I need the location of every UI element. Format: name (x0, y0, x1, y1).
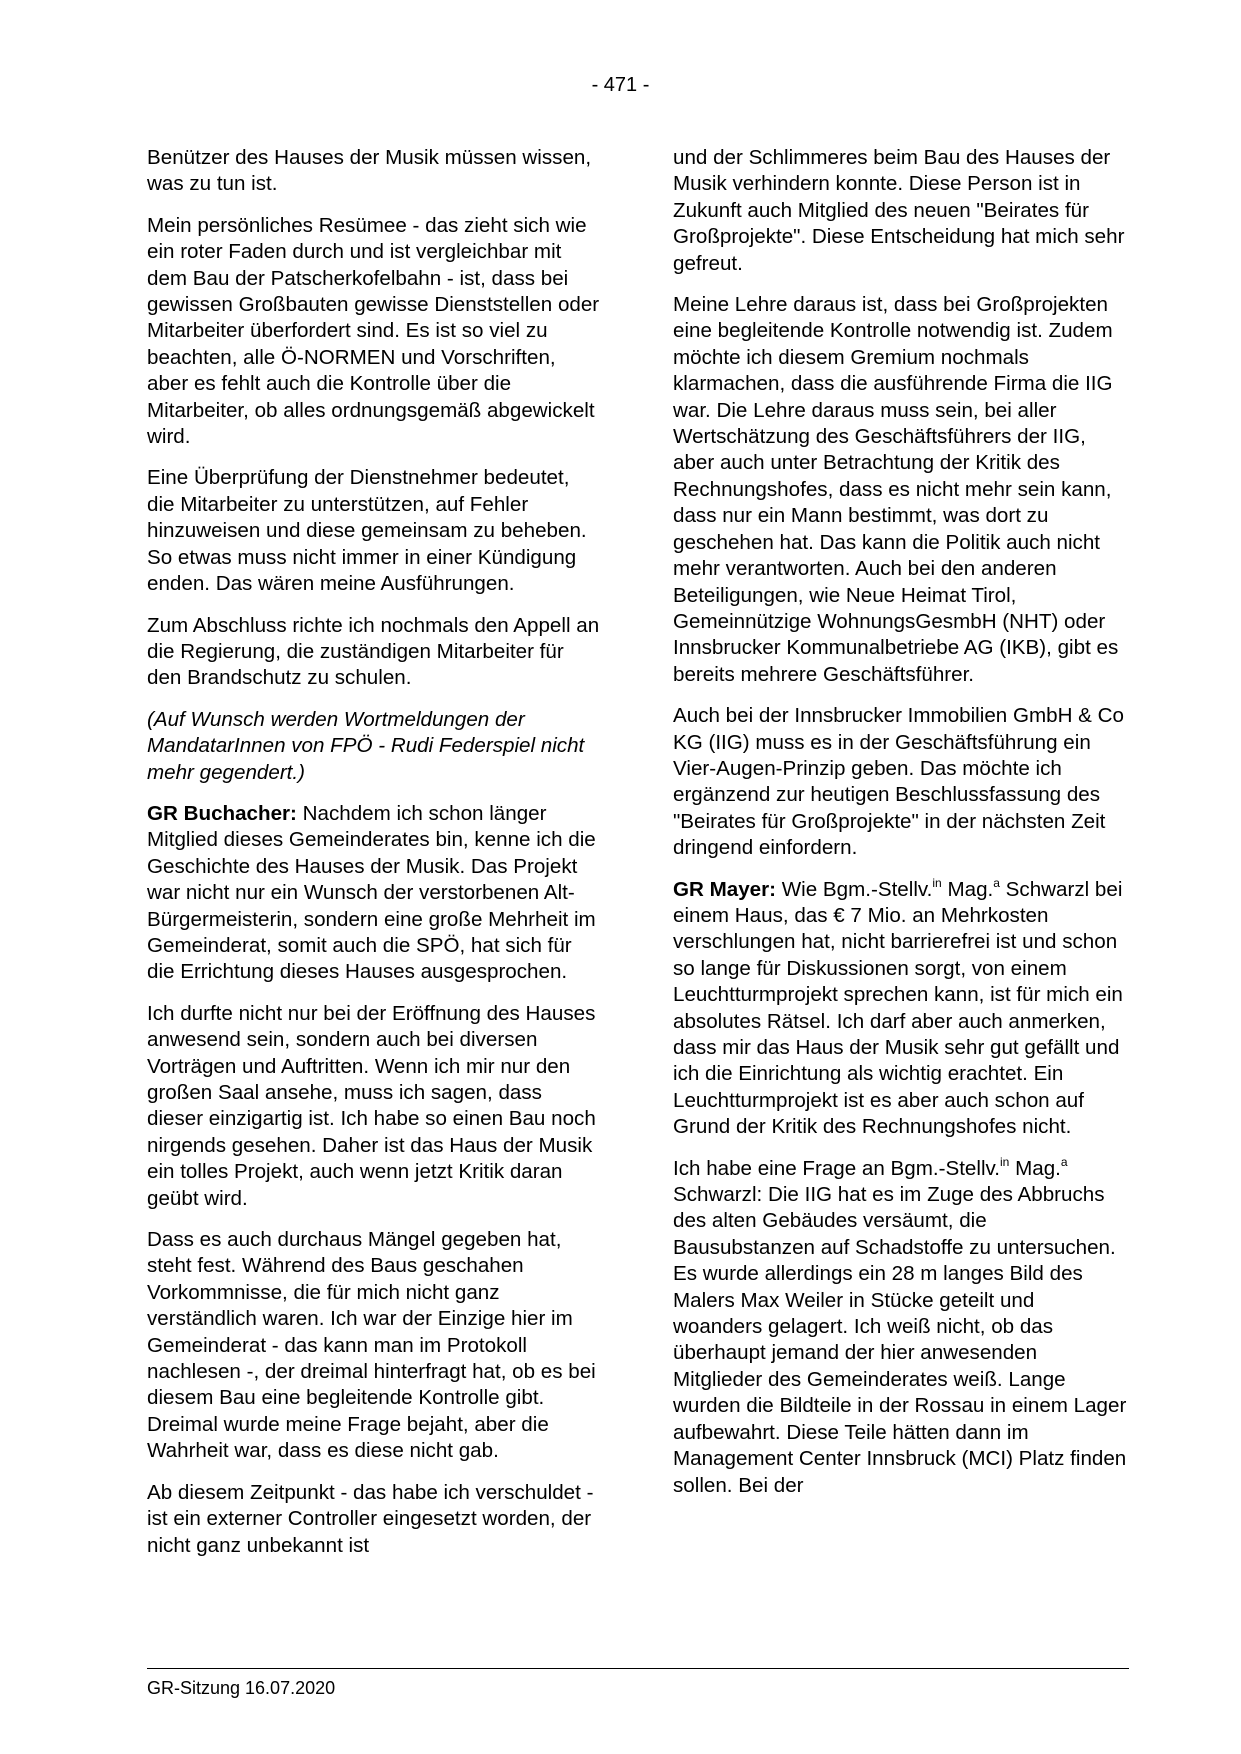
speech-mayer (673, 877, 1127, 1141)
speech-text: Mag. (941, 877, 994, 901)
footer-session-date: GR-Sitzung 16.07.2020 (147, 1678, 336, 1698)
paragraph: Ich durfte nicht nur bei der Eröffnung des Hauses anwesend sein, sondern auch bei diversen Vorträgen und Auftritten. Wenn ich mir nur den großen Saal ansehe, muss ich sagen, dass dieser einzigartig ist. Ich habe so einen Bau noch nirgends gesehen. Daher ist das Haus der Musik ein tolles Projekt, auch wenn jetzt Kritik daran geübt wird. (147, 1001, 596, 1210)
speech-text: Schwarzl: Die IIG hat es im Zuge des Abbruchs des alten Gebäudes versäumt, die Bausubstanzen auf Schadstoffe zu untersuchen. Es wurde allerdings ein 28 m langes Bild des Malers Max Weiler in Stücke geteilt und woanders gelagert. Ich weiß nicht, ob das überhaupt jemand der hier anwesenden Mitglieder des Gemeinderates weiß. Lange wurden die Bildteile in der Rossau in einem Lager aufbewahrt. Diese Teile hätten dann im Management Center Innsbruck (MCI) Platz finden sollen. Bei der (673, 1183, 1127, 1497)
paragraph: Auch bei der Innsbrucker Immobilien GmbH & Co KG (IIG) muss es in der Geschäftsführung ein Vier-Augen-Prinzip geben. Das möchte ich ergänzend zur heutigen Beschlussfassung des "Beirates für Großprojekte" in der nächsten Zeit dringend einfordern. (673, 704, 1124, 860)
right-column (673, 145, 1127, 1514)
left-column (147, 145, 601, 1574)
editorial-note: (Auf Wunsch werden Wortmeldungen der MandatarInnen von FPÖ - Rudi Federspiel nicht mehr gegendert.) (147, 707, 585, 784)
paragraph: Eine Überprüfung der Dienstnehmer bedeutet, die Mitarbeiter zu unterstützen, auf Fehler hinzuweisen und diese gemeinsam zu beheben. So etwas muss nicht immer in einer Kündigung enden. Das wären meine Ausführungen. (147, 466, 587, 596)
footer-divider (147, 1668, 1129, 1669)
paragraph: Zum Abschluss richte ich nochmals den Appell an die Regierung, die zuständigen Mitarbeiter für den Brandschutz zu schulen. (147, 613, 600, 690)
paragraph: Benützer des Hauses der Musik müssen wissen, was zu tun ist. (147, 146, 592, 196)
speech-text: Ich habe eine Frage an Bgm.-Stellv. (673, 1156, 1001, 1180)
speaker-name: GR Buchacher: (147, 801, 297, 825)
superscript: a (1060, 1154, 1068, 1169)
speech-text: Nachdem ich schon länger Mitglied dieses Gemeinderates bin, kenne ich die Geschichte des Hauses der Musik. Das Projekt war nicht nur ein Wunsch der verstorbenen Alt-Bürgermeisterin, sondern eine große Mehrheit im Gemeinderat, somit auch die SPÖ, hat sich für die Errichtung dieses Hauses ausgesprochen. (147, 801, 596, 984)
paragraph: Meine Lehre daraus ist, dass bei Großprojekten eine begleitende Kontrolle notwendig ist. Zudem möchte ich diesem Gremium nochmals klarmachen, dass die ausführende Firma die IIG war. Die Lehre daraus muss sein, bei aller Wertschätzung des Geschäftsführers der IIG, aber auch unter Betrachtung der Kritik des Rechnungshofes, dass es nicht mehr sein kann, dass nur ein Mann bestimmt, was dort zu geschehen hat. Das kann die Politik auch nicht mehr verantworten. Auch bei den anderen Beteiligungen, wie Neue Heimat Tirol, Gemeinnützige WohnungsGesmbH (NHT) oder Innsbrucker Kommunalbetriebe AG (IKB), gibt es bereits mehrere Geschäftsführer. (673, 293, 1119, 686)
page-number: - 471 - (591, 74, 650, 96)
speech-buchacher (147, 801, 601, 986)
speech-text: Schwarzl bei einem Haus, das € 7 Mio. an Mehrkosten verschlungen hat, nicht barrierefrei ist und schon so lange für Diskussionen sorgt, von einem Leuchtturmprojekt sprechen kann, ist für mich ein absolutes Rätsel. Ich darf aber auch anmerken, dass mir das Haus der Musik sehr gut gefällt und ich die Einrichtung als wichtig erachtet. Ein Leuchtturmprojekt ist es aber auch schon auf Grund der Kritik des Rechnungshofes nicht. (673, 877, 1123, 1139)
superscript: in (932, 875, 942, 890)
paragraph: Dass es auch durchaus Mängel gegeben hat, steht fest. Während des Baus geschahen Vorkommnisse, die für mich nicht ganz verständlich waren. Ich war der Einzige hier im Gemeinderat - das kann man im Protokoll nachlesen -, der dreimal hinterfragt hat, ob es bei diesem Bau eine begleitende Kontrolle gibt. Dreimal wurde meine Frage bejaht, aber die Wahrheit war, dass es diese nicht gab. (147, 1228, 596, 1463)
speech-text: Wie Bgm.-Stellv. (776, 877, 933, 901)
paragraph (673, 1156, 1127, 1499)
superscript: a (993, 875, 1000, 890)
paragraph: Mein persönliches Resümee - das zieht sich wie ein roter Faden durch und ist vergleichbar mit dem Bau der Patscherkofelbahn - ist, dass bei gewissen Großbauten gewisse Dienststellen oder Mitarbeiter überfordert sind. Es ist so viel zu beachten, alle Ö-NORMEN und Vorschriften, aber es fehlt auch die Kontrolle über die Mitarbeiter, ob alles ordnungsgemäß abgewickelt wird. (147, 213, 600, 449)
superscript: in (1000, 1154, 1010, 1169)
speaker-name: GR Mayer: (673, 877, 776, 901)
speech-text: Mag. (1009, 1156, 1061, 1180)
paragraph: und der Schlimmeres beim Bau des Hauses der Musik verhindern konnte. Diese Person ist in Zukunft auch Mitglied des neuen "Beirates für Großprojekte". Diese Entscheidung hat mich sehr gefreut. (673, 146, 1125, 275)
paragraph: Ab diesem Zeitpunkt - das habe ich verschuldet - ist ein externer Controller eingesetzt worden, der nicht ganz unbekannt ist (147, 1480, 594, 1557)
